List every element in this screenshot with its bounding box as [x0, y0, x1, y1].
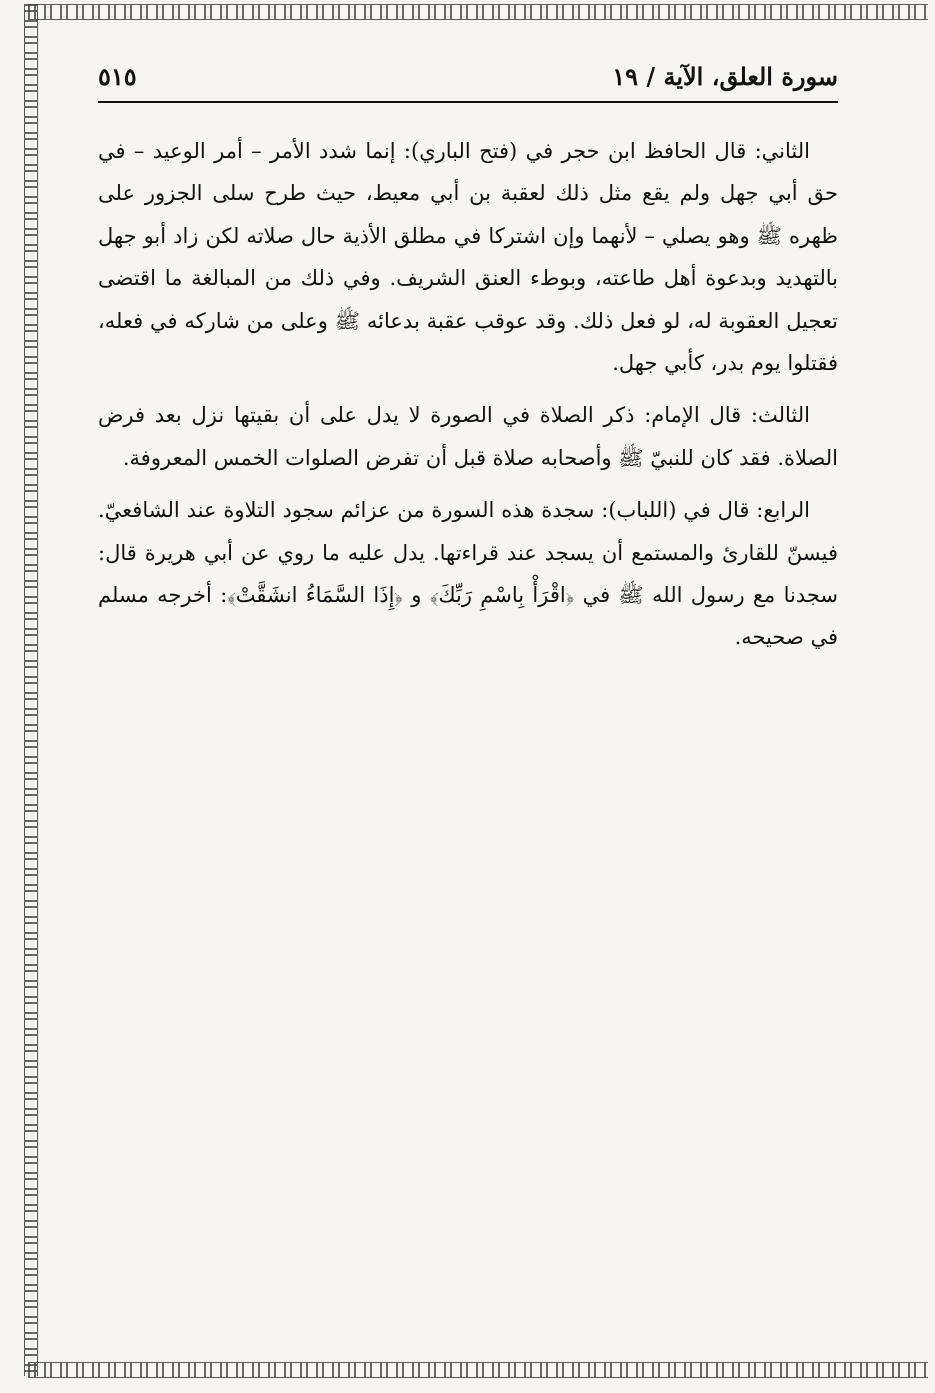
decorative-border-left [24, 4, 38, 1376]
paragraph-third: الثالث: قال الإمام: ذكر الصلاة في الصورة لا يدل على أن بقيتها نزل بعد فرض الصلاة. فقد كان للنبيّ ﷺ وأصحابه صلاة قبل أن تفرض الصلوات الخمس المعروفة. [98, 403, 838, 470]
page-header [98, 58, 838, 98]
running-title: سورة العلق، الآية / ١٩ [612, 62, 838, 91]
decorative-border-bottom [28, 1362, 928, 1378]
body-text [98, 130, 838, 669]
paragraph-fourth: الرابع: قال في (اللباب): سجدة هذه السورة من عزائم سجود التلاوة عند الشافعيّ. فيسنّ للقارئ والمستمع أن يسجد عند قراءتها. يدل عليه ما روي عن أبي هريرة قال: سجدنا مع رسول الله ﷺ في ﴿اقْرَأْ بِاسْمِ رَبِّكَ﴾ و ﴿إِذَا السَّمَاءُ انشَقَّتْ﴾: أخرجه مسلم في صحيحه. [98, 498, 838, 650]
decorative-border-top [28, 4, 928, 20]
header-rule [98, 101, 838, 103]
paragraph-second: الثاني: قال الحافظ ابن حجر في (فتح الباري): إنما شدد الأمر – أمر الوعيد – في حق أبي جهل ولم يقع مثل ذلك لعقبة بن أبي معيط، حيث طرح سلى الجزور على ظهره ﷺ وهو يصلي – لأنهما وإن اشتركا في مطلق الأذية حال صلاته لكن زاد أبو جهل بالتهديد وبدعوة أهل طاعته، وبوطء العنق الشريف. وفي ذلك من المبالغة ما اقتضى تعجيل العقوبة له، لو فعل ذلك. وقد عوقب عقبة بدعائه ﷺ وعلى من شاركه في فعله، فقتلوا يوم بدر، كأبي جهل. [98, 139, 838, 376]
page-number: ٥١٥ [98, 62, 137, 91]
